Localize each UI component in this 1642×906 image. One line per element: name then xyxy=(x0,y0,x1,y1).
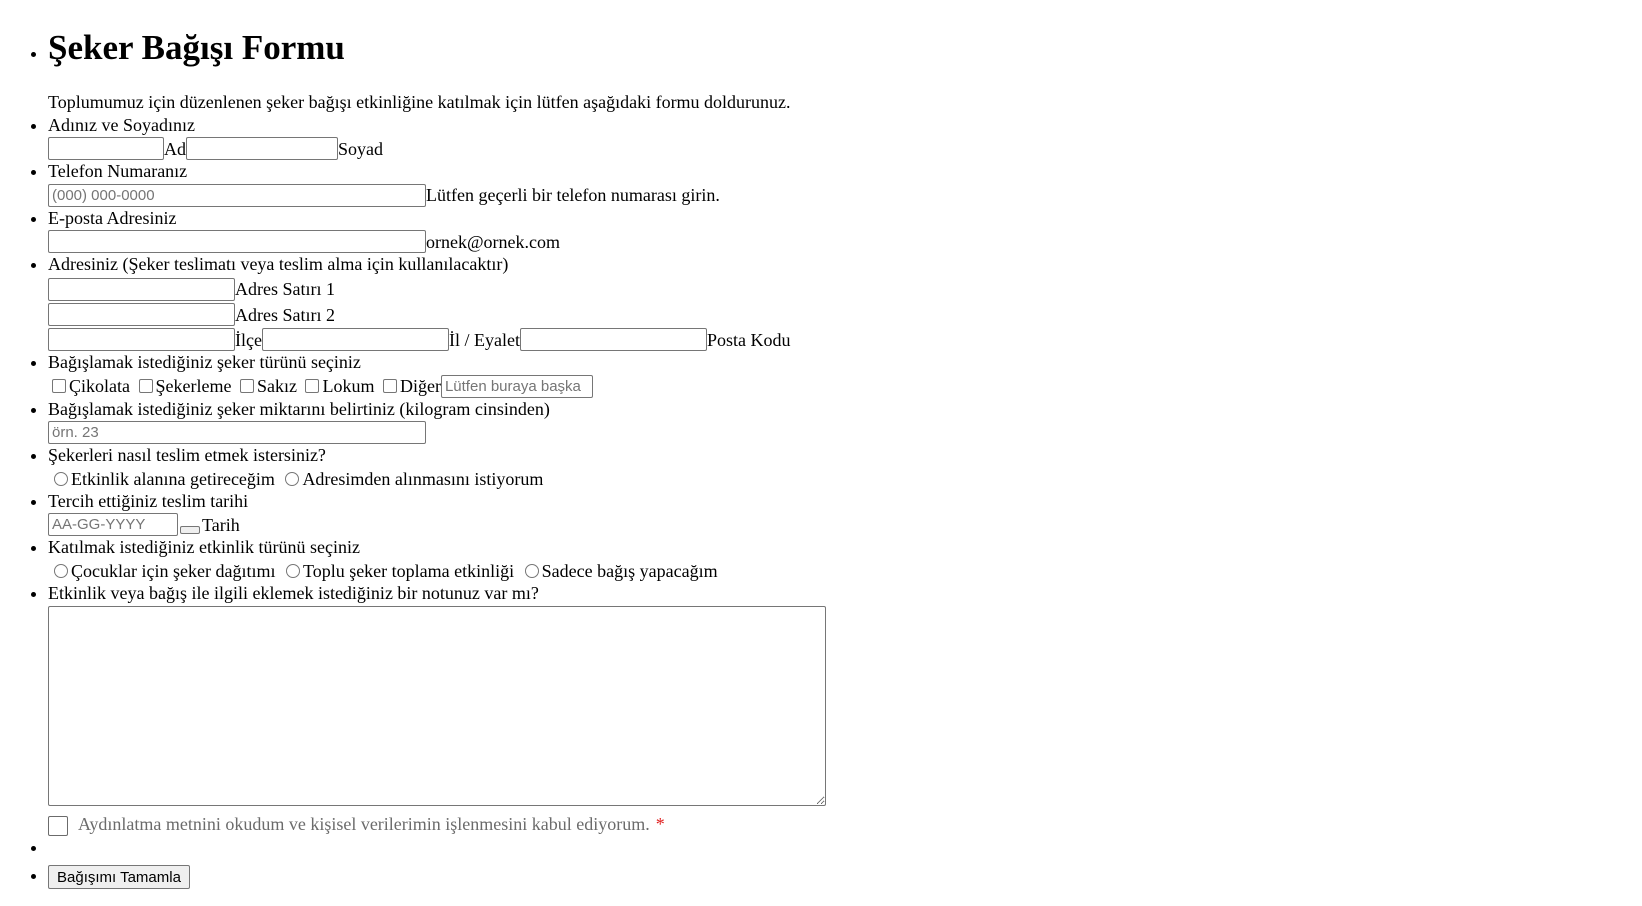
amount-input[interactable] xyxy=(48,421,426,444)
form-list xyxy=(0,20,1608,889)
empty-list-item xyxy=(48,836,1608,864)
postal-code-sublabel: Posta Kodu xyxy=(706,329,791,350)
date-field-group xyxy=(48,490,1608,536)
checkbox-diger[interactable] xyxy=(383,379,397,393)
radio-pickup-from-address[interactable] xyxy=(285,472,299,486)
address-line1-sublabel: Adres Satırı 1 xyxy=(235,279,335,299)
event-type-label: Katılmak istediğiniz etkinlik türünü seçiniz xyxy=(48,537,360,558)
name-field-group xyxy=(48,114,1608,160)
submit-button[interactable]: Bağışımı Tamamla xyxy=(48,865,190,889)
option-cikolata: Çikolata xyxy=(69,376,130,397)
radio-group-collection[interactable] xyxy=(286,564,300,578)
option-bring-to-event: Etkinlik alanına getireceğim xyxy=(71,468,275,489)
email-label: E-posta Adresiniz xyxy=(48,207,177,228)
option-sakiz: Sakız xyxy=(256,376,297,397)
candy-type-label: Bağışlamak istediğiniz şeker türünü seçiniz xyxy=(48,352,361,373)
postal-code-input[interactable] xyxy=(520,328,707,351)
page-title: • Şeker Bağışı Formu xyxy=(48,28,345,67)
checkbox-lokum[interactable] xyxy=(305,379,319,393)
first-name-sublabel: Ad xyxy=(164,138,186,159)
address-label: Adresiniz (Şeker teslimatı veya teslim alma için kullanılacaktır) xyxy=(48,254,509,275)
province-sublabel: İl / Eyalet xyxy=(448,329,520,350)
option-sekerleme: Şekerleme xyxy=(155,376,232,397)
amount-label: Bağışlamak istediğiniz şeker miktarını belirtiniz (kilogram cinsinden) xyxy=(48,398,550,419)
notes-textarea[interactable] xyxy=(48,606,826,806)
form-description: Toplumumuz için düzenlenen şeker bağışı etkinliğine katılmak için lütfen aşağıdaki formu doldurunuz. xyxy=(48,92,791,112)
phone-label: Telefon Numaranız xyxy=(48,161,188,182)
date-input[interactable] xyxy=(48,513,178,536)
province-input[interactable] xyxy=(262,328,449,351)
amount-field-group xyxy=(48,398,1608,444)
option-group-collection: Toplu şeker toplama etkinliği xyxy=(302,561,515,582)
first-name-input[interactable] xyxy=(48,137,164,160)
last-name-input[interactable] xyxy=(186,137,338,160)
option-diger: Diğer xyxy=(399,376,441,397)
checkbox-sekerleme[interactable] xyxy=(139,379,153,393)
district-sublabel: İlçe xyxy=(235,329,262,350)
submit-item xyxy=(48,864,1608,889)
address-line2-input[interactable] xyxy=(48,303,235,326)
email-field-group xyxy=(48,207,1608,253)
name-label: Adınız ve Soyadınız xyxy=(48,115,195,135)
notes-field-group xyxy=(48,582,1608,836)
address-line2-sublabel: Adres Satırı 2 xyxy=(235,304,335,325)
consent-text: Aydınlatma metnini okudum ve kişisel verilerimin işlenmesini kabul ediyorum. xyxy=(78,814,650,835)
radio-children-distribution[interactable] xyxy=(54,564,68,578)
consent-row xyxy=(48,812,1608,836)
candy-type-field-group xyxy=(48,351,1608,397)
phone-input[interactable] xyxy=(48,184,426,207)
form-header xyxy=(48,20,1608,114)
radio-donation-only[interactable] xyxy=(525,564,539,578)
date-label: Tercih ettiğiniz teslim tarihi xyxy=(48,490,249,511)
delivery-label: Şekerleri nasıl teslim etmek istersiniz? xyxy=(48,445,326,465)
checkbox-sakiz[interactable] xyxy=(240,379,254,393)
calendar-icon[interactable] xyxy=(180,526,200,534)
option-donation-only: Sadece bağış yapacağım xyxy=(541,561,718,582)
notes-label: Etkinlik veya bağış ile ilgili eklemek istediğiniz bir notunuz var mı? xyxy=(48,583,539,604)
radio-bring-to-event[interactable] xyxy=(54,472,68,486)
option-pickup-from-address: Adresimden alınmasını istiyorum xyxy=(302,468,544,489)
email-hint: ornek@ornek.com xyxy=(426,231,561,252)
district-input[interactable] xyxy=(48,328,235,351)
option-children-distribution: Çocuklar için şeker dağıtımı xyxy=(71,561,276,582)
email-input[interactable] xyxy=(48,230,426,253)
delivery-field-group xyxy=(48,444,1608,490)
address-field-group xyxy=(48,253,1608,351)
other-candy-input[interactable] xyxy=(441,375,593,398)
option-lokum: Lokum xyxy=(322,376,375,397)
phone-field-group xyxy=(48,160,1608,206)
event-type-field-group xyxy=(48,536,1608,582)
required-mark: * xyxy=(655,814,665,835)
consent-checkbox[interactable] xyxy=(48,816,68,836)
last-name-sublabel: Soyad xyxy=(338,138,383,159)
checkbox-cikolata[interactable] xyxy=(52,379,66,393)
phone-hint: Lütfen geçerli bir telefon numarası girin. xyxy=(426,185,720,206)
date-sublabel: Tarih xyxy=(202,514,240,535)
address-line1-input[interactable] xyxy=(48,278,235,301)
